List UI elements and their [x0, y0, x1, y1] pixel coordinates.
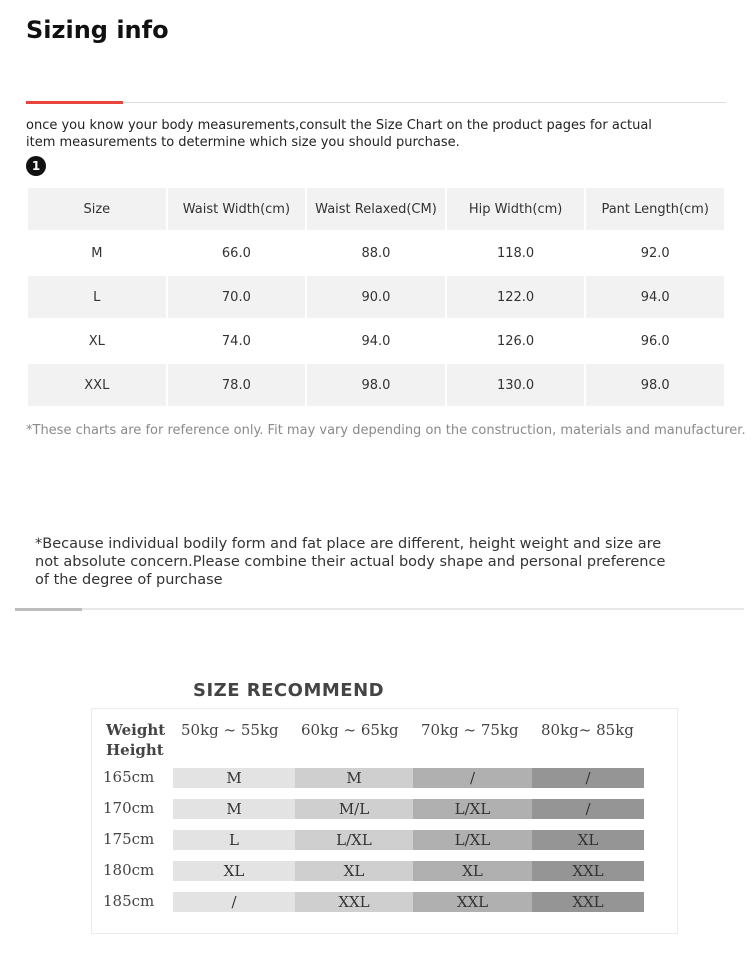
size-table-header-row [28, 188, 724, 230]
height-label: 175cm [103, 830, 155, 848]
recommend-corner [106, 720, 165, 760]
recommend-cell: XL [295, 861, 413, 881]
weight-header: 70kg ~ 75kg [421, 721, 519, 739]
table-cell: 130.0 [447, 364, 585, 406]
reference-note: *These charts are for reference only. Fit may vary depending on the construction, materials and manufacturer. [26, 423, 746, 438]
column-header: Size [28, 188, 166, 230]
recommend-cell: XL [173, 861, 295, 881]
recommend-cell: L/XL [413, 830, 532, 850]
table-cell: 90.0 [307, 276, 445, 318]
table-cell: M [28, 232, 166, 274]
table-row [28, 364, 724, 406]
table-cell: 98.0 [307, 364, 445, 406]
size-table [26, 186, 726, 408]
table-row [28, 320, 724, 362]
table-cell: 98.0 [586, 364, 724, 406]
height-label: 180cm [103, 861, 155, 879]
step-badge: 1 [26, 156, 46, 176]
table-cell: 94.0 [586, 276, 724, 318]
recommend-cell: XXL [413, 892, 532, 912]
recommend-cell: M [173, 799, 295, 819]
title-divider-accent [26, 101, 123, 104]
table-cell: 118.0 [447, 232, 585, 274]
recommend-cell: / [532, 799, 644, 819]
body-note: *Because individual bodily form and fat place are different, height weight and size are not absolute concern.Please combine their actual body shape and personal preference of the degree of purchase [35, 536, 666, 588]
column-header: Hip Width(cm) [447, 188, 585, 230]
table-cell: 122.0 [447, 276, 585, 318]
recommend-cell: XL [532, 830, 644, 850]
table-cell: 92.0 [586, 232, 724, 274]
column-header: Waist Width(cm) [168, 188, 306, 230]
recommend-cell: L/XL [295, 830, 413, 850]
recommend-cell: M [173, 768, 295, 788]
table-cell: L [28, 276, 166, 318]
weight-header: 60kg ~ 65kg [301, 721, 399, 739]
recommend-cell: L [173, 830, 295, 850]
recommend-cell: XXL [532, 861, 644, 881]
recommend-cell: XXL [295, 892, 413, 912]
table-cell: 66.0 [168, 232, 306, 274]
table-cell: 88.0 [307, 232, 445, 274]
weight-header: 50kg ~ 55kg [181, 721, 279, 739]
height-label: 170cm [103, 799, 155, 817]
recommend-cell: XXL [532, 892, 644, 912]
corner-height-label: Height [106, 741, 164, 759]
recommend-cell: M [295, 768, 413, 788]
recommend-cell: L/XL [413, 799, 532, 819]
table-cell: XL [28, 320, 166, 362]
table-cell: 94.0 [307, 320, 445, 362]
table-cell: 70.0 [168, 276, 306, 318]
section-divider [15, 608, 744, 610]
recommend-title: SIZE RECOMMEND [193, 680, 385, 701]
recommend-cell: M/L [295, 799, 413, 819]
title-divider [26, 102, 726, 103]
recommend-cell: / [413, 768, 532, 788]
column-header: Waist Relaxed(CM) [307, 188, 445, 230]
corner-weight-label: Weight [106, 721, 166, 739]
table-cell: 74.0 [168, 320, 306, 362]
table-cell: 126.0 [447, 320, 585, 362]
section-divider-accent [15, 608, 82, 611]
table-cell: XXL [28, 364, 166, 406]
height-label: 165cm [103, 768, 155, 786]
page-title: Sizing info [26, 16, 169, 44]
recommend-cell: / [173, 892, 295, 912]
column-header: Pant Length(cm) [586, 188, 724, 230]
table-row [28, 232, 724, 274]
recommend-cell: / [532, 768, 644, 788]
intro-text: once you know your body measurements,consult the Size Chart on the product pages for actual item measurements to determine which size you should purchase. [26, 118, 652, 150]
recommend-cell: XL [413, 861, 532, 881]
weight-header: 80kg~ 85kg [541, 721, 634, 739]
table-row [28, 276, 724, 318]
height-label: 185cm [103, 892, 155, 910]
table-cell: 96.0 [586, 320, 724, 362]
table-cell: 78.0 [168, 364, 306, 406]
